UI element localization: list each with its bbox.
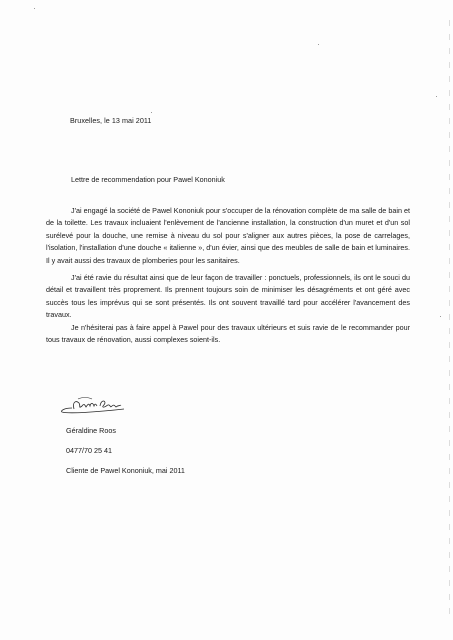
letter-paragraph-1: J'ai engagé la société de Pawel Kononiuk pour s'occuper de la rénovation complète de ma salle de bain et de la toilette. Les travaux incluaient l'enlèvement de l'ancienne installation, la construction d'un muret et d'un sol surélevé pour la douche, une remise à niveau du sol pour s'aligner aux autres pièces, la pose de carrelages, l'isolation, l'installation d'une douche « italienne », d'un évier, ainsi que des meubles de salle de bain et luminaires. Il y avait aussi des travaux de plomberies pour les sanitaires. [46, 206, 410, 265]
letter-subject: Lettre de recommendation pour Pawel Kononiuk [71, 175, 225, 184]
scan-speck [34, 8, 35, 9]
letter-paragraph-2: J'ai été ravie du résultat ainsi que de leur façon de travailler : ponctuels, professionnels, ils ont le souci du détail et travaillent très proprement. Ils prennent toujours soin de minimiser les désagréments et ont géré avec succès tous les imprévus qui se sont présentés. Ils ont souvent travaillé tard pour accélérer l'avancement des travaux. [46, 273, 410, 320]
scan-speck [151, 112, 152, 113]
signatory-role: Cliente de Pawel Kononiuk, mai 2011 [66, 466, 185, 475]
scan-edge-artifact [449, 20, 450, 620]
handwritten-signature [58, 394, 130, 416]
letter-paragraph-3: Je n'hésiterai pas à faire appel à Pawel pour des travaux ultérieurs et suis ravie de le recommander pour tous travaux de rénovation, aussi complexes soient-ils. [46, 323, 410, 345]
scan-speck [436, 96, 437, 97]
letter-date: Bruxelles, le 13 mai 2011 [70, 116, 152, 125]
signatory-phone: 0477/70 25 41 [66, 446, 112, 455]
scan-speck [318, 44, 319, 45]
scan-speck [440, 316, 441, 317]
signatory-name: Géraldine Roos [66, 426, 116, 435]
